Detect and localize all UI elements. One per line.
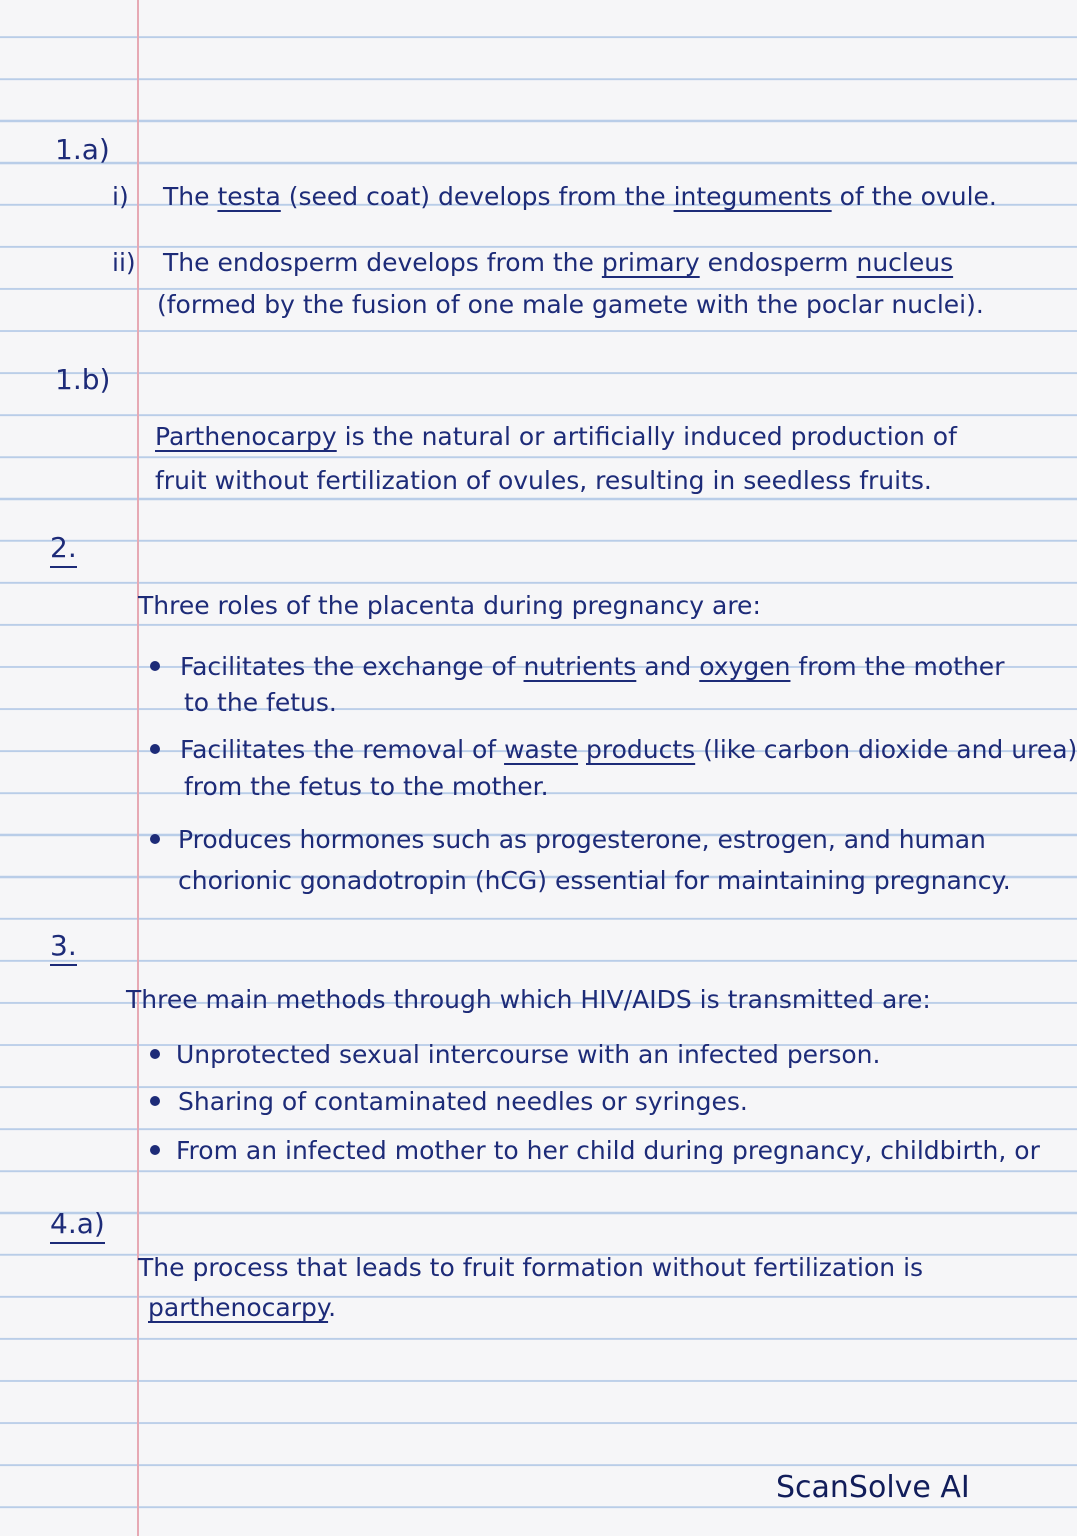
q1b-line1 — [155, 424, 957, 449]
q2-b1-line2: to the fetus. — [184, 688, 337, 717]
q1a-i-marker: i) — [112, 182, 129, 211]
text-fragment: from the mother — [790, 652, 1005, 681]
text-fragment: The — [163, 182, 218, 211]
text-fragment: Facilitates the removal of — [180, 735, 505, 764]
q3-b2: Sharing of contaminated needles or syringes. — [178, 1087, 748, 1116]
text-fragment: (seed coat) develops from the — [280, 182, 674, 211]
q1b-line2: fruit without fertilization of ovules, resulting in seedless fruits. — [155, 466, 932, 495]
bullet-icon — [150, 1049, 160, 1059]
underlined-term: oxygen — [699, 652, 791, 681]
brand-logo: ScanSolve AI — [776, 1470, 970, 1505]
text-fragment — [578, 735, 586, 764]
underlined-term: parthenocarpy — [148, 1293, 329, 1322]
bullet-icon — [150, 661, 160, 671]
text-fragment: is the natural or artificially induced production of — [336, 422, 957, 451]
underlined-term: products — [586, 735, 696, 764]
underlined-term: Parthenocarpy — [155, 422, 337, 451]
text-fragment: and — [636, 652, 700, 681]
q1a-ii-line2: (formed by the fusion of one male gamete with the poclar nuclei). — [157, 290, 984, 319]
q1a-ii-marker: ii) — [112, 248, 136, 277]
q2-b2-line2: from the fetus to the mother. — [184, 772, 549, 801]
underlined-term: waste — [504, 735, 579, 764]
q4a-line1: The process that leads to fruit formation without fertilization is — [138, 1253, 924, 1282]
q1b-label: 1.b) — [55, 363, 111, 396]
q2-b2-line1 — [180, 737, 1077, 762]
underlined-term: testa — [217, 182, 281, 211]
q4a-label: 4.a) — [50, 1210, 105, 1244]
q3-b1: Unprotected sexual intercourse with an infected person. — [176, 1040, 881, 1069]
bullet-icon — [150, 834, 160, 844]
q2-intro: Three roles of the placenta during pregnancy are: — [138, 591, 761, 620]
q2-label: 2. — [50, 534, 77, 568]
q1a-ii-line1 — [163, 250, 953, 275]
margin-line — [137, 0, 139, 1536]
underlined-term: primary — [601, 248, 700, 277]
q1a-i-text — [163, 184, 997, 209]
text-fragment: (like carbon dioxide and urea) — [695, 735, 1077, 764]
q2-b1-line1 — [180, 654, 1004, 679]
underlined-term: integuments — [673, 182, 832, 211]
q1a-label: 1.a) — [55, 133, 110, 166]
text-fragment: Facilitates the exchange of — [180, 652, 524, 681]
q3-label: 3. — [50, 932, 77, 966]
q3-b3: From an infected mother to her child during pregnancy, childbirth, or — [176, 1136, 1040, 1165]
bullet-icon — [150, 744, 160, 754]
bullet-icon — [150, 1145, 160, 1155]
text-fragment: endosperm — [699, 248, 857, 277]
q4a-line2 — [148, 1295, 336, 1320]
text-fragment: The endosperm develops from the — [163, 248, 602, 277]
underlined-term: nucleus — [856, 248, 954, 277]
text-fragment: . — [328, 1293, 337, 1322]
underlined-term: nutrients — [523, 652, 637, 681]
text-fragment: of the ovule. — [831, 182, 997, 211]
q2-b3-line2: chorionic gonadotropin (hCG) essential for maintaining pregnancy. — [178, 866, 1011, 895]
bullet-icon — [150, 1096, 160, 1106]
q3-intro: Three main methods through which HIV/AIDS is transmitted are: — [126, 985, 931, 1014]
q2-b3-line1: Produces hormones such as progesterone, estrogen, and human — [178, 825, 986, 854]
